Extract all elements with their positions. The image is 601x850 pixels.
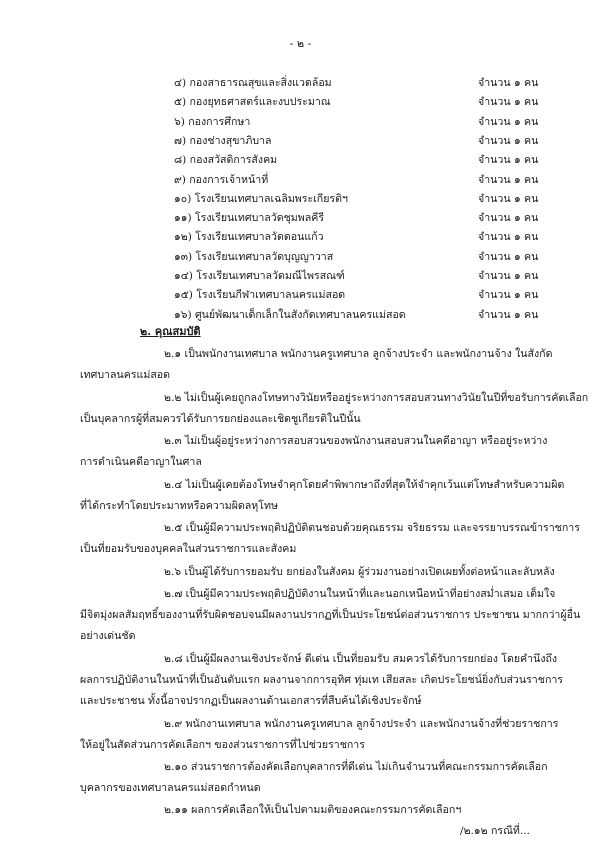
qualification-line: ๒.๘ เป็นผู้มีผลงานเชิงประจักษ์ ดีเด่น เป็นที่ยอมรับ สมควรได้รับการยกย่อง โดยคำนึงถึง [164, 653, 558, 665]
qualification-line: เป็นที่ยอมรับของบุคคลในส่วนราชการและสังคม [80, 543, 297, 555]
unit-row [0, 209, 601, 229]
unit-count: จำนวน ๑ คน [478, 289, 539, 302]
unit-count: จำนวน ๑ คน [478, 173, 539, 186]
unit-count: จำนวน ๑ คน [478, 96, 539, 109]
unit-row [0, 190, 601, 210]
qualification-line: ๒.๖ เป็นผู้ได้รับการยอมรับ ยกย่องในสังคม ผู้ร่วมงานอย่างเปิดเผยทั้งต่อหน้าและลับหลัง [164, 566, 555, 578]
unit-row [0, 306, 601, 326]
qualification-line: เป็นบุคลากรผู้ที่สมควรได้รับการยกย่องและเชิดชูเกียรติในปีนั้น [80, 413, 361, 425]
unit-name: ๙) กองการเจ้าหน้าที่ [174, 173, 269, 186]
unit-row [0, 113, 601, 133]
unit-count: จำนวน ๑ คน [478, 270, 539, 282]
unit-name: ๑๒) โรงเรียนเทศบาลวัดดอนแก้ว [174, 231, 324, 244]
unit-name: ๗) กองช่างสุขาภิบาล [174, 134, 272, 147]
qualification-line: และประชาชน ทั้งนี้อาจปรากฏเป็นผลงานด้านเอกสารที่สืบค้นได้เชิงประจักษ์ [80, 695, 422, 707]
qualification-line: ผลการปฏิบัติงานในหน้าที่เป็นอันดับแรก ผลงานจากการอุทิศ ทุ่มเท เสียสละ เกิดประโยชน์ยิ่งกับส่วนราชการ [80, 674, 563, 686]
unit-name: ๑๔) โรงเรียนเทศบาลวัดมณีไพรสณฑ์ [174, 270, 345, 282]
qualification-line: อย่างเด่นชัด [80, 630, 136, 642]
unit-row [0, 248, 601, 268]
unit-count: จำนวน ๑ คน [478, 115, 539, 128]
qualification-line: ๒.๙ พนักงานเทศบาล พนักงานครูเทศบาล ลูกจ้างประจำ และพนักงานจ้างที่ช่วยราชการ [164, 718, 559, 730]
qualification-line: ๒.๑๐ ส่วนราชการต้องคัดเลือกบุคลากรที่ดีเด่น ไม่เกินจำนวนที่คณะกรรมการคัดเลือก [164, 761, 548, 773]
unit-row [0, 93, 601, 113]
unit-name: ๑๑) โรงเรียนเทศบาลวัดชุมพลคีรี [174, 212, 325, 225]
unit-row [0, 228, 601, 248]
qualification-line: การดำเนินคดีอาญาในศาล [80, 456, 202, 468]
qualification-line: บุคลากรของเทศบาลนครแม่สอดกำหนด [80, 782, 261, 794]
qualification-line: ที่ได้กระทำโดยประมาทหรือความผิดลหุโทษ [80, 500, 278, 512]
unit-row [0, 151, 601, 171]
qualification-line: มีจิตมุ่งผลสัมฤทธิ์ของงานที่รับผิดชอบจนมีผลงานปรากฏที่เป็นประโยชน์ต่อส่วนราชการ ประชาชน มากกว่าผู้อื่น [80, 609, 581, 621]
qualification-line: ๒.๔ ไม่เป็นผู้เคยต้องโทษจำคุกโดยคำพิพากษาถึงที่สุดให้จำคุกเว้นแต่โทษสำหรับความผิด [164, 479, 565, 491]
unit-name: ๘) กองสวัสดิการสังคม [174, 154, 278, 167]
unit-count: จำนวน ๑ คน [478, 77, 539, 89]
unit-count: จำนวน ๑ คน [478, 308, 539, 321]
unit-count: จำนวน ๑ คน [478, 250, 539, 263]
qualification-line: ๒.๗ เป็นผู้มีความประพฤติปฏิบัติงานในหน้าที่และนอกเหนือหน้าที่อย่างสม่ำเสมอ เต็มใจ [164, 588, 556, 600]
unit-name: ๖) กองการศึกษา [174, 115, 251, 128]
unit-name: ๑๖) ศูนย์พัฒนาเด็กเล็กในสังกัดเทศบาลนครแม่สอด [174, 308, 406, 321]
unit-count: จำนวน ๑ คน [478, 134, 539, 147]
unit-name: ๑๕) โรงเรียนกีฬาเทศบาลนครแม่สอด [174, 289, 346, 302]
section-heading: ๒. คุณสมบัติ [140, 325, 201, 338]
qualification-line: เทศบาลนครแม่สอด [80, 369, 171, 381]
unit-row [0, 171, 601, 191]
qualification-line: ๒.๓ ไม่เป็นผู้อยู่ระหว่างการสอบสวนของพนักงานสอบสวนในคดีอาญา หรืออยู่ระหว่าง [164, 435, 548, 447]
unit-count: จำนวน ๑ คน [478, 212, 539, 225]
page-number: - ๒ - [289, 37, 312, 50]
unit-name: ๑๐) โรงเรียนเทศบาลเฉลิมพระเกียรติฯ [174, 192, 348, 205]
unit-row [0, 286, 601, 306]
qualification-line: ให้อยู่ในสัดส่วนการคัดเลือกฯ ของส่วนราชการที่ไปช่วยราชการ [80, 739, 365, 751]
unit-name: ๕) กองยุทธศาสตร์และงบประมาณ [174, 96, 331, 109]
qualification-line: ๒.๑ เป็นพนักงานเทศบาล พนักงานครูเทศบาล ลูกจ้างประจำ และพนักงานจ้าง ในสังกัด [164, 348, 553, 360]
unit-count: จำนวน ๑ คน [478, 231, 539, 244]
unit-row [0, 132, 601, 152]
unit-name: ๔) กองสาธารณสุขและสิ่งแวดล้อม [174, 77, 332, 89]
unit-count: จำนวน ๑ คน [478, 154, 539, 167]
unit-row [0, 267, 601, 287]
qualification-line: ๒.๒ ไม่เป็นผู้เคยถูกลงโทษทางวินัยหรืออยู่ระหว่างการสอบสวนทางวินัยในปีที่ขอรับการคัดเลือก [164, 392, 589, 404]
qualification-line: ๒.๕ เป็นผู้มีความประพฤติปฏิบัติตนชอบด้วยคุณธรรม จริยธรรม และจรรยาบรรณข้าราชการ [164, 522, 580, 534]
unit-name: ๑๓) โรงเรียนเทศบาลวัดบุญญาวาส [174, 250, 334, 263]
unit-row [0, 74, 601, 94]
qualification-line: ๒.๑๑ ผลการคัดเลือกให้เป็นไปตามมติของคณะกรรมการคัดเลือกฯ [164, 804, 462, 816]
continuation-note: /๒.๑๒ กรณีที่... [460, 825, 531, 837]
unit-count: จำนวน ๑ คน [478, 192, 539, 205]
